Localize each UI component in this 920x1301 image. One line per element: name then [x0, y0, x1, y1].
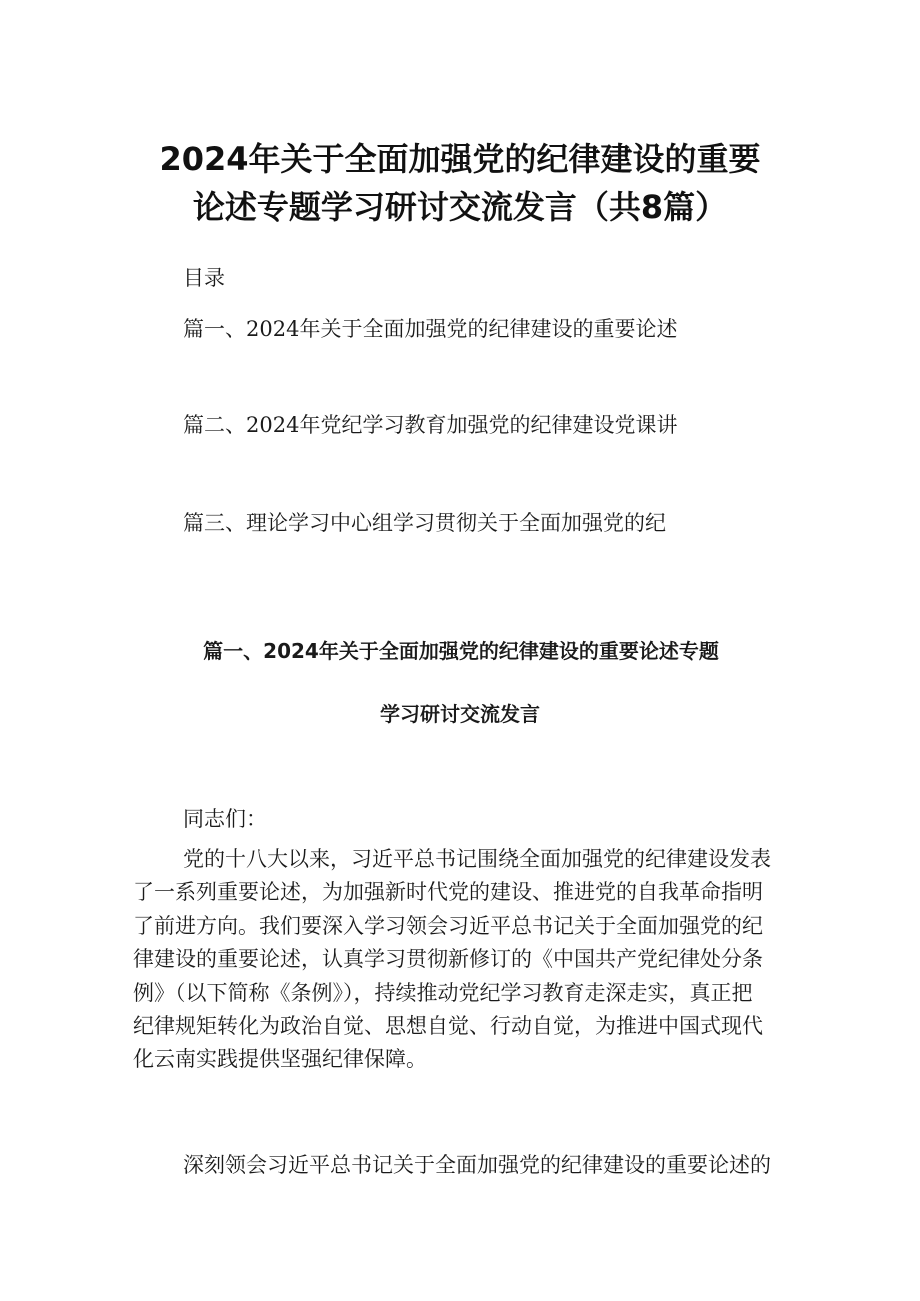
- toc-item-2[interactable]: 篇二、2024年党纪学习教育加强党的纪律建设党课讲: [183, 413, 678, 437]
- paragraph-line: 例》（以下简称《条例》），持续推动党纪学习教育走深走实，真正把: [133, 980, 753, 1005]
- body-paragraph-1: [133, 843, 793, 1077]
- toc-item-3[interactable]: 篇三、理论学习中心组学习贯彻关于全面加强党的纪: [183, 511, 666, 535]
- paragraph-line: 深刻领会习近平总书记关于全面加强党的纪律建设的重要论述的: [183, 1153, 771, 1177]
- paragraph-line: 了前进方向。我们要深入学习领会习近平总书记关于全面加强党的纪: [133, 913, 763, 938]
- toc-heading: 目录: [183, 266, 225, 290]
- document-title-line-1: 2024年关于全面加强党的纪律建设的重要: [159, 140, 761, 178]
- paragraph-line: 纪律规矩转化为政治自觉、思想自觉、行动自觉，为推进中国式现代: [133, 1013, 763, 1038]
- document-title-line-2: 论述专题学习研讨交流发言（共8篇）: [192, 188, 728, 226]
- body-paragraph-2: [133, 1149, 793, 1182]
- paragraph-line: 了一系列重要论述，为加强新时代党的建设、推进党的自我革命指明: [133, 880, 763, 905]
- toc-item-1[interactable]: 篇一、2024年关于全面加强党的纪律建设的重要论述: [183, 317, 678, 341]
- salutation: 同志们：: [183, 807, 267, 831]
- section-title-line-2: 学习研讨交流发言: [380, 702, 540, 726]
- paragraph-line: 律建设的重要论述，认真学习贯彻新修订的《中国共产党纪律处分条: [133, 947, 763, 972]
- paragraph-line: 化云南实践提供坚强纪律保障。: [133, 1047, 427, 1072]
- paragraph-line: 党的十八大以来，习近平总书记围绕全面加强党的纪律建设发表: [183, 847, 771, 871]
- section-title-line-1: 篇一、2024年关于全面加强党的纪律建设的重要论述专题: [203, 639, 719, 663]
